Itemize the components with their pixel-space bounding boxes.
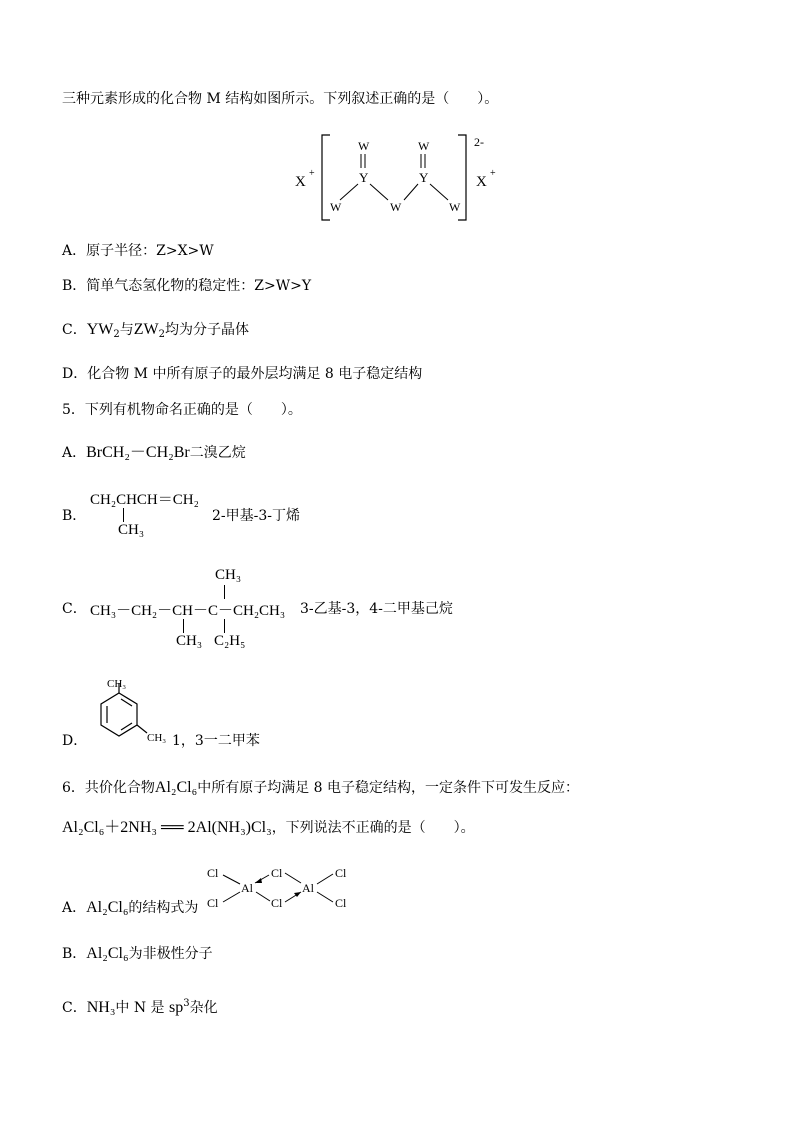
q4-stem: 三种元素形成的化合物 M 结构如图所示。下列叙述正确的是（ ）。 [62,91,499,107]
q6-option-a-structure [205,858,355,914]
svg-text:W: W [418,139,430,153]
svg-text:Y: Y [359,170,369,185]
q6-option-c: C．NH₃中 N 是 $sp^3$杂化 [62,998,218,1016]
q5-option-c-structure: CH₃ CH₃－CH₂－CH－C－CH₂CH₃ CH₃ C₂H₅ [90,567,286,649]
q6-option-a: A．Al₂Cl₆的结构式为 [62,899,199,916]
cation-right: X [476,174,487,190]
q4-option-a: A．原子半径：Z>X>W [62,243,214,259]
svg-text:Y: Y [419,170,429,185]
q5-option-d-label: D． [62,733,88,749]
svg-text:CH₃: CH₃ [107,678,127,690]
q6-equation: Al₂Cl₆＋2NH₃ ══ 2Al(NH₃)Cl₃，下列说法不正确的是（ ）。 [62,819,475,836]
svg-text:Cl: Cl [207,896,219,910]
q5-option-d-name: 1，3一二甲苯 [172,733,260,749]
q4-option-d: D．化合物 M 中所有原子的最外层均满足 8 电子稳定结构 [62,366,423,382]
svg-text:Cl: Cl [335,896,347,910]
anion-charge: 2- [474,135,484,149]
q5-option-b-label: B． [62,508,87,524]
q5-option-a: A．BrCH₂－CH₂Br二溴乙烷 [62,444,246,461]
svg-text:Cl: Cl [335,866,347,880]
q4-structure-figure [290,130,510,225]
q4-option-b: B．简单气态氢化物的稳定性：Z>W>Y [62,278,312,294]
svg-text:Cl: Cl [271,896,283,910]
q5-option-c-name: 3-乙基-3，4-二甲基己烷 [300,601,453,617]
svg-text:Al: Al [241,881,253,895]
q5-stem: 5．下列有机物命名正确的是（ ）。 [62,402,302,418]
q5-option-d-benzene [85,675,185,750]
q6-stem: 6．共价化合物Al₂Cl₆中所有原子均满足 8 电子稳定结构，一定条件下可发生反应： [62,779,580,796]
q5-option-b-structure: CH₂CHCH＝CH₂ CH₃ [90,492,199,538]
svg-text:W: W [449,200,461,214]
svg-text:+: + [490,168,496,179]
q5-option-b-name: 2-甲基-3-丁烯 [212,508,301,524]
svg-text:CH₃: CH₃ [147,732,167,744]
q6-option-b: B．Al₂Cl₆为非极性分子 [62,945,213,962]
svg-text:+: + [309,168,315,179]
cation-left: X [295,174,306,190]
q5-option-c-label: C． [62,601,87,617]
svg-text:Al: Al [302,881,314,895]
q4-option-c: C．$YW_2$与$ZW_2$均为分子晶体 [62,321,249,340]
svg-text:W: W [390,200,402,214]
svg-text:W: W [330,200,342,214]
svg-text:Cl: Cl [207,866,219,880]
svg-text:Cl: Cl [271,866,283,880]
svg-text:W: W [358,139,370,153]
